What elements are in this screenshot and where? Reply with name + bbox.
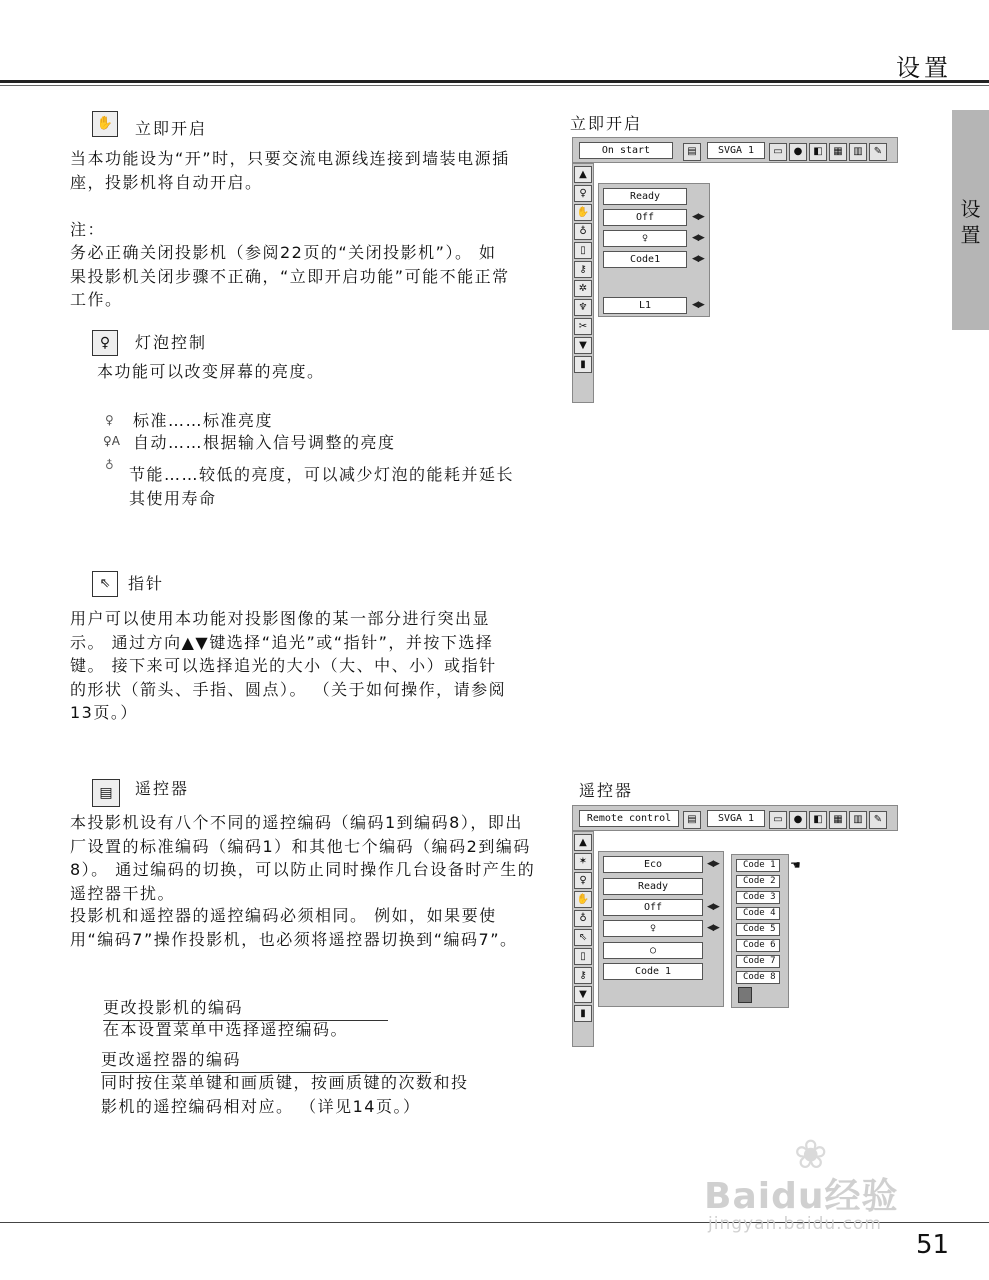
exit-icon: ▮ bbox=[574, 1005, 592, 1022]
adjust-arrows-icon: ◀▶ bbox=[692, 254, 704, 264]
setting-icon: ✎ bbox=[869, 811, 887, 829]
filter-icon: ♆ bbox=[574, 299, 592, 316]
input-icon: ▤ bbox=[683, 811, 701, 829]
brightness-icon: ✶ bbox=[574, 853, 592, 870]
lamp-item-eco: 节能……较低的亮度，可以减少灯泡的能耗并延长其使用寿命 bbox=[129, 465, 515, 508]
adjust-arrows-icon: ◀▶ bbox=[692, 212, 704, 222]
lamp-auto-icon: ♀ bbox=[641, 233, 649, 244]
code-item: Code 3 bbox=[736, 891, 780, 904]
option-field-2: Ready bbox=[603, 878, 703, 895]
option-field-6: Code 1 bbox=[603, 963, 703, 980]
option-field-1: Eco bbox=[603, 856, 703, 873]
remote-options-panel bbox=[598, 851, 724, 1007]
remote-heading: 遥控器 bbox=[135, 779, 190, 798]
exit-icon: ▮ bbox=[574, 356, 592, 373]
option-field-3: Off bbox=[603, 899, 703, 916]
adjust-arrows-icon: ◀▶ bbox=[707, 923, 719, 933]
down-arrow-icon: ▼ bbox=[574, 986, 592, 1003]
watermark-brand: Baidu经验 bbox=[704, 1176, 899, 1217]
remote-sub1-title: 更改投影机的编码 bbox=[103, 996, 388, 1021]
power-hand-icon: ✋ bbox=[574, 891, 592, 908]
down-arrow-icon: ▼ bbox=[574, 337, 592, 354]
remote-sub2-title: 更改遥控器的编码 bbox=[101, 1048, 431, 1073]
watermark-url: jingyan.baidu.com bbox=[708, 1214, 882, 1234]
signal-field: SVGA 1 bbox=[707, 142, 765, 159]
pc-icon: ▭ bbox=[769, 811, 787, 829]
option-field-1: Ready bbox=[603, 188, 687, 205]
page-title: 设置 bbox=[896, 54, 952, 82]
option-field-5 bbox=[603, 942, 703, 959]
code-item: Code 8 bbox=[736, 971, 780, 984]
fan-icon: ✲ bbox=[574, 280, 592, 297]
remote-sub1-text: 在本设置菜单中选择遥控编码。 bbox=[103, 1020, 349, 1039]
remote-icon: ▯ bbox=[574, 948, 592, 965]
instant-on-heading: 立即开启 bbox=[135, 119, 208, 138]
setting-icon: ✎ bbox=[869, 143, 887, 161]
remote-sub2-text: 同时按住菜单键和画质键，按画质键的次数和投影机的遥控编码相对应。 （详见14页。） bbox=[101, 1073, 469, 1116]
language-icon: ▥ bbox=[849, 811, 867, 829]
lamp-normal-icon: ♀ bbox=[105, 413, 114, 427]
up-arrow-icon: ▲ bbox=[574, 166, 592, 183]
option-field-4: Code1 bbox=[603, 251, 687, 268]
instant-on-screen-title: 立即开启 bbox=[570, 114, 643, 133]
instant-on-para: 当本功能设为“开”时，只要交流电源线连接到墙装电源插座，投影机将自动开启。 bbox=[70, 149, 510, 192]
lamp-eco-icon: ♁ bbox=[105, 458, 114, 472]
lamp-auto-icon: ♀ bbox=[649, 923, 657, 934]
language-icon: ▥ bbox=[849, 143, 867, 161]
pointer-arrow-icon: ⇖ bbox=[574, 929, 592, 946]
toolbar-icons bbox=[681, 809, 701, 829]
page-number: 51 bbox=[916, 1230, 950, 1260]
option-field-5: L1 bbox=[603, 297, 687, 314]
lamp-control-icon: ♀ bbox=[92, 330, 118, 356]
input-icon: ▤ bbox=[683, 143, 701, 161]
color-icon: ● bbox=[789, 143, 807, 161]
remote-screen-title: 遥控器 bbox=[579, 781, 634, 800]
code-list-items bbox=[732, 855, 788, 984]
pointer-para: 用户可以使用本功能对投影图像的某一部分进行突出显示。 通过方向▲▼键选择“追光”或“指针”，并按下选择键。 接下来可以选择追光的大小（大、中、小）或指针的形状（箭头、手指、圆点）。 （关于如何操作，请参阅13页。） bbox=[70, 609, 507, 722]
lamp-icon: ♀ bbox=[574, 872, 592, 889]
side-tab-label: 设置 bbox=[960, 197, 981, 247]
toolbar-icons-right bbox=[767, 809, 887, 829]
image-icon: ◧ bbox=[809, 811, 827, 829]
lamp-para: 本功能可以改变屏幕的亮度。 bbox=[97, 362, 325, 381]
up-arrow-icon: ▲ bbox=[574, 834, 592, 851]
key-icon: ⚷ bbox=[574, 967, 592, 984]
menu-label-field: Remote control bbox=[579, 810, 679, 827]
option-field-3 bbox=[603, 230, 687, 247]
exit-icon bbox=[738, 987, 752, 1003]
pointer-heading: 指针 bbox=[128, 574, 165, 593]
pointer-arrow-icon: ⇖ bbox=[92, 571, 118, 597]
adjust-arrows-icon: ◀▶ bbox=[707, 902, 719, 912]
power-hand-icon: ✋ bbox=[92, 111, 118, 137]
remote-icon: ▤ bbox=[92, 779, 120, 807]
code-item: Code 7 bbox=[736, 955, 780, 968]
option-field-2: Off bbox=[603, 209, 687, 226]
header-rule bbox=[0, 80, 989, 83]
code-item: Code 1 bbox=[736, 859, 780, 872]
image-icon: ◧ bbox=[809, 143, 827, 161]
code-item: Code 2 bbox=[736, 875, 780, 888]
pc-icon: ▭ bbox=[769, 143, 787, 161]
adjust-arrows-icon: ◀▶ bbox=[707, 859, 719, 869]
tools-icon: ✂ bbox=[574, 318, 592, 335]
code-item: Code 5 bbox=[736, 923, 780, 936]
code-item: Code 4 bbox=[736, 907, 780, 920]
code-item: Code 6 bbox=[736, 939, 780, 952]
remote-code-list bbox=[731, 854, 789, 1008]
instant-on-note-label: 注： bbox=[70, 220, 106, 239]
lamp-icon: ♀ bbox=[574, 185, 592, 202]
lamp-item-auto: 自动……根据输入信号调整的亮度 bbox=[133, 433, 396, 452]
screen-icon: ▦ bbox=[829, 811, 847, 829]
instant-on-options-panel bbox=[598, 183, 710, 317]
remote-side-column bbox=[572, 831, 594, 1047]
remote-para-2: 投影机和遥控器的遥控编码必须相同。 例如，如果要使用“编码7”操作投影机，也必须将遥控器切换到“编码7”。 bbox=[70, 906, 518, 949]
lamp-heading: 灯泡控制 bbox=[135, 333, 208, 352]
adjust-arrows-icon: ◀▶ bbox=[692, 300, 704, 310]
side-tab bbox=[952, 110, 989, 330]
screen-icon: ▦ bbox=[829, 143, 847, 161]
menu-label-field: On start bbox=[579, 142, 673, 159]
instant-on-note: 务必正确关闭投影机（参阅22页的“关闭投影机”）。 如果投影机关闭步骤不正确，“立即开启功能”可能不能正常工作。 bbox=[70, 243, 510, 309]
power-hand-icon: ✋ bbox=[574, 204, 592, 221]
remote-menu-bar bbox=[572, 805, 898, 831]
option-field-4 bbox=[603, 920, 703, 937]
lamp-auto-icon: ♀A bbox=[103, 434, 120, 448]
remote-icon: ▯ bbox=[574, 242, 592, 259]
instant-on-side-column bbox=[572, 163, 594, 403]
toolbar-icons bbox=[681, 141, 701, 161]
adjust-arrows-icon: ◀▶ bbox=[692, 233, 704, 243]
watermark-paw-icon: ❀ bbox=[794, 1132, 828, 1178]
circle-icon: ○ bbox=[649, 945, 657, 956]
color-icon: ● bbox=[789, 811, 807, 829]
remote-para-1: 本投影机设有八个不同的遥控编码（编码1到编码8），即出厂设置的标准编码（编码1）和其他七个编码（编码2到编码8）。 通过编码的切换，可以防止同时操作几台设备时产生的遥控器干扰。 bbox=[70, 813, 536, 903]
selection-hand-icon: ☚ bbox=[790, 858, 801, 872]
signal-field: SVGA 1 bbox=[707, 810, 765, 827]
lamp-control-icon: ♁ bbox=[574, 223, 592, 240]
lamp-item-normal: 标准……标准亮度 bbox=[133, 411, 274, 430]
header-rule-thin bbox=[0, 85, 989, 86]
lamp-control-icon: ♁ bbox=[574, 910, 592, 927]
instant-on-menu-bar bbox=[572, 137, 898, 163]
key-icon: ⚷ bbox=[574, 261, 592, 278]
toolbar-icons-right bbox=[767, 141, 887, 161]
